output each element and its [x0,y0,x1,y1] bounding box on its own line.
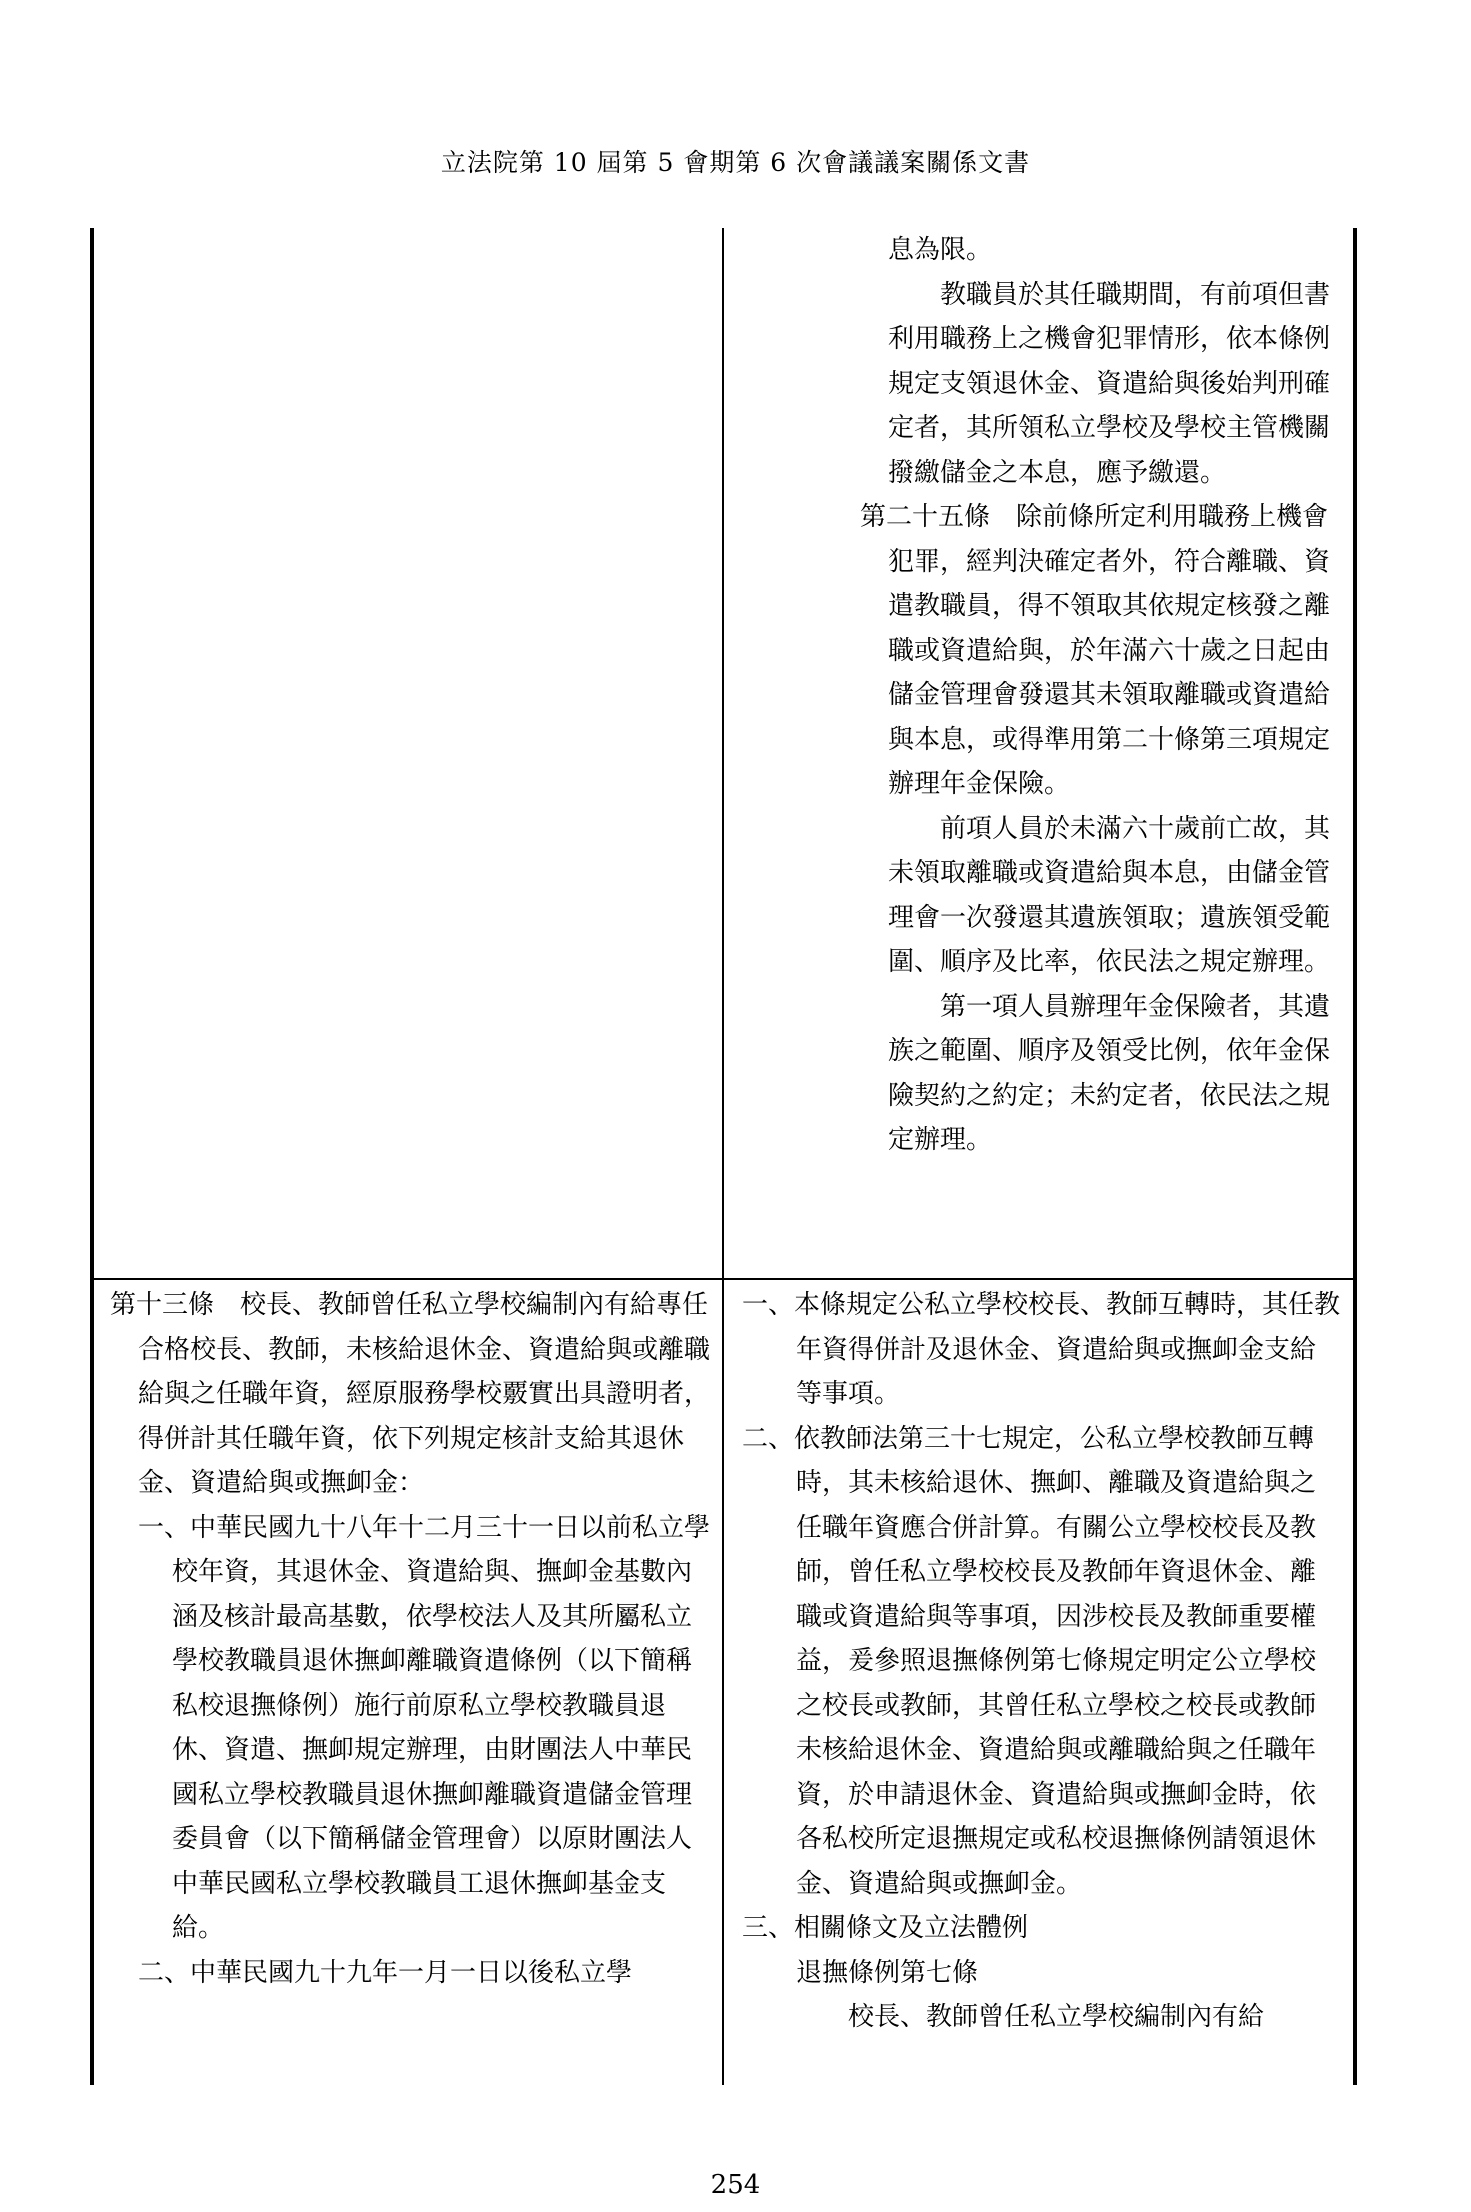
paragraph: 教職員於其任職期間，有前項但書利用職務上之機會犯罪情形，依本條例規定支領退休金、資遣給與後始判刑確定者，其所領私立學校及學校主管機關撥繳儲金之本息，應予繳還。 [888,279,1331,488]
article-13: 第十三條 校長、教師曾任私立學校編制內有給專任合格校長、教師，未核給退休金、資遣給與或離職給與之任職年資，經原服務學校覈實出具證明者，得併計其任職年資，依下列規定核計支給其退休金、資遣給與或撫卹金： [110,1290,711,1498]
document-header: 立法院第 10 屆第 5 會期第 6 次會議議案關係文書 [440,148,1031,177]
explanation-quote: 校長、教師曾任私立學校編制內有給 [848,2002,1265,2032]
top-right-cell [860,228,1340,1163]
table-right-border [1353,228,1357,2085]
table-left-border [90,228,94,2085]
paragraph: 前項人員於未滿六十歲前亡故，其未領取離職或資遣給與本息，由儲金管理會一次發還其遺族領取；遺族領受範圍、順序及比率，依民法之規定辦理。 [888,813,1331,977]
table-column-divider [722,228,724,2085]
explanation-item: 二、依教師法第三十七規定，公私立學校教師互轉時，其未核給退休、撫卹、離職及資遣給與之任職年資應合併計算。有關公立學校校長及教師，曾任私立學校校長及教師年資退休金、離職或資遣給與等事項，因涉校長及教師重要權益，爰參照退撫條例第七條規定明定公立學校之校長或教師，其曾任私立學校之校長或教師未核給退休金、資遣給與或離職給與之任職年資，於申請退休金、資遣給與或撫卹金時，依各私校所定退撫規定或私校退撫條例請領退休金、資遣給與或撫卹金。 [742,1423,1317,1899]
paragraph-continuation: 息為限。 [888,235,993,265]
table-row-divider [90,1278,1357,1280]
list-item: 一、中華民國九十八年十二月三十一日以前私立學校年資，其退休金、資遣給與、撫卹金基數內涵及核計最高基數，依學校法人及其所屬私立學校教職員退休撫卹離職資遣條例（以下簡稱私校退撫條例）施行前原私立學校教職員退休、資遣、撫卹規定辦理，由財團法人中華民國私立學校教職員退休撫卹離職資遣儲金管理委員會（以下簡稱儲金管理會）以原財團法人中華民國私立學校教職員工退休撫卹基金支給。 [138,1512,711,1943]
explanation-item: 三、相關條文及立法體例 [742,1913,1029,1943]
list-item: 二、中華民國九十九年一月一日以後私立學 [138,1957,633,1988]
explanation-subheading: 退撫條例第七條 [796,1957,979,1988]
paragraph: 第一項人員辦理年金保險者，其遺族之範圍、順序及領受比例，依年金保險契約之約定；未約定者，依民法之規定辦理。 [888,991,1331,1155]
page-number: 254 [710,2170,761,2200]
bottom-left-cell [110,1283,710,1995]
bottom-right-cell [742,1283,1340,2040]
explanation-item: 一、本條規定公私立學校校長、教師互轉時，其任教年資得併計及退休金、資遣給與或撫卹金支給等事項。 [742,1290,1341,1409]
article-25: 第二十五條 除前條所定利用職務上機會犯罪，經判決確定者外，符合離職、資遣教職員，得不領取其依規定核發之離職或資遣給與，於年滿六十歲之日起由儲金管理會發還其未領取離職或資遣給與本息，或得準用第二十條第三項規定辦理年金保險。 [860,502,1331,799]
